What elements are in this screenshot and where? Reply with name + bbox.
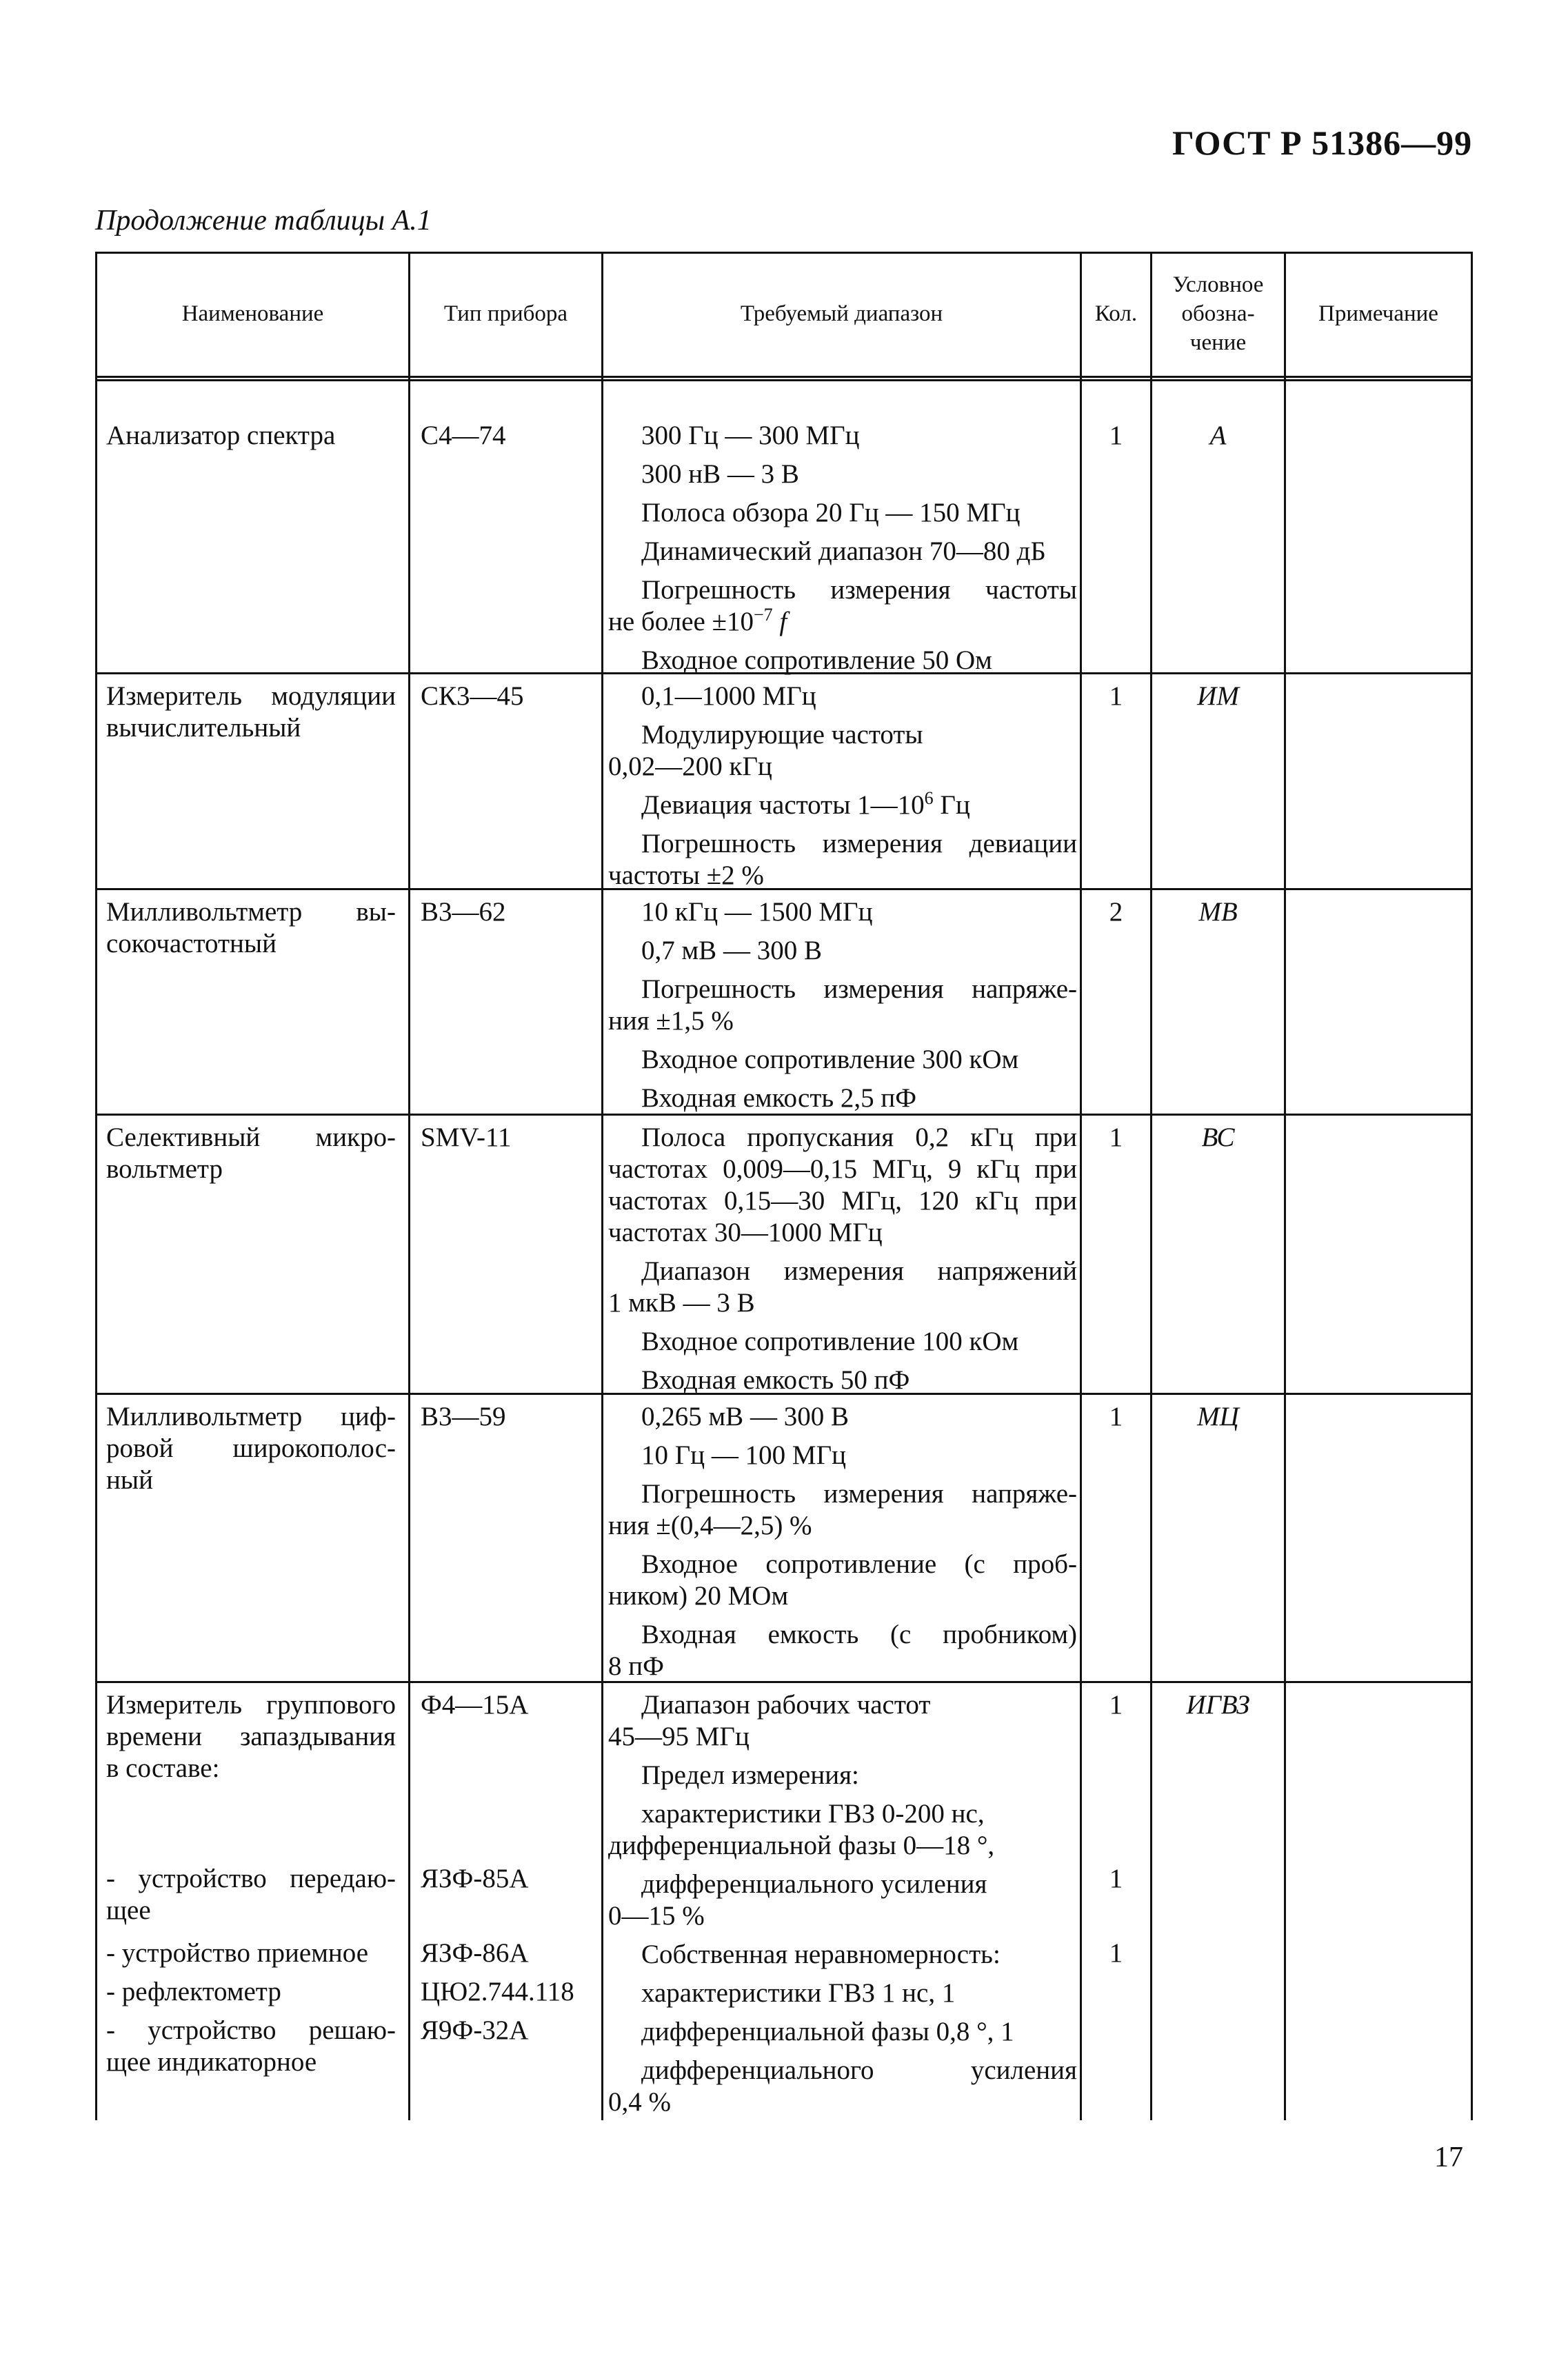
row-qty: 2 — [1109, 897, 1123, 927]
name-line: ный — [106, 1465, 153, 1495]
row-range — [608, 1122, 1077, 1396]
name-line: в составе: — [106, 1753, 220, 1783]
row-name — [106, 896, 396, 960]
range-line: Входная емкость 2,5 пФ — [641, 1083, 917, 1113]
table-border-left — [95, 252, 97, 2120]
name-line: Измеритель группового — [106, 1690, 396, 1720]
range-line: 45—95 МГц — [608, 1722, 750, 1751]
name-line: сокочастотный — [106, 929, 277, 958]
range-line: Погрешность измерения напряже- — [641, 1479, 1077, 1509]
row-qty: 1 — [1109, 681, 1123, 711]
subitem-name: - устройство приемное — [106, 1938, 369, 1968]
row-device-type: SMV-11 — [421, 1123, 512, 1152]
range-line: Входная емкость (с пробником) — [641, 1620, 1077, 1649]
row-designation: ИГВЗ — [1186, 1690, 1250, 1720]
column-header-note: Примечание — [1318, 301, 1438, 326]
range-line: частотах 30—1000 МГц — [608, 1218, 883, 1247]
range-line: Входное сопротивление 300 кОм — [641, 1045, 1019, 1074]
name-line: щее индикаторное — [106, 2047, 317, 2077]
range-line: частоты ±2 % — [608, 861, 764, 890]
range-line: частотах 0,009—0,15 МГц, 9 кГц при — [608, 1154, 1077, 1184]
range-text: Гц — [933, 790, 970, 820]
range-line: 300 Гц — 300 МГц — [641, 421, 860, 450]
column-header-type: Тип прибора — [443, 301, 568, 326]
range-line: 0,7 мВ — 300 В — [641, 936, 822, 965]
range-line — [608, 789, 1077, 821]
range-line: дифференциальной фазы 0—18 °, — [608, 1831, 995, 1860]
range-line: Погрешность измерения частоты — [641, 575, 1077, 605]
row-designation: МВ — [1198, 897, 1238, 927]
range-line: Модулирующие частоты — [641, 720, 923, 749]
range-symbol: f — [779, 607, 787, 636]
row-designation: ВС — [1201, 1123, 1235, 1152]
range-line: ником) 20 МОм — [608, 1581, 789, 1611]
header-rule-double — [95, 379, 1473, 381]
row-device-type: СК3—45 — [421, 681, 524, 711]
subitem-qty: 1 — [1109, 1864, 1123, 1893]
name-line: - устройство передаю- — [106, 1864, 396, 1893]
range-line: 0—15 % — [608, 1901, 705, 1931]
range-text: не более ±10 — [608, 607, 754, 636]
range-line: дифференциального усиления — [641, 1869, 987, 1899]
range-line: Входное сопротивление (с проб- — [641, 1549, 1077, 1579]
name-line: Селективный микро- — [106, 1123, 396, 1152]
range-line: Диапазон измерения напряжений — [641, 1256, 1077, 1286]
range-exponent: −7 — [754, 605, 773, 625]
row-designation: МЦ — [1197, 1402, 1239, 1431]
range-line: 10 кГц — 1500 МГц — [641, 897, 873, 927]
name-line: вычислительный — [106, 713, 301, 743]
range-line: 8 пФ — [608, 1651, 664, 1681]
range-line: ния ±(0,4—2,5) % — [608, 1511, 812, 1540]
range-line: Погрешность измерения девиации — [641, 829, 1077, 858]
subitem-device-type: Я9Ф-32А — [421, 2015, 529, 2045]
row-device-type: В3—59 — [421, 1402, 506, 1431]
standard-code: ГОСТ Р 51386—99 — [1172, 123, 1473, 162]
column-header-name: Наименование — [181, 301, 324, 326]
table-continuation-caption: Продолжение таблицы А.1 — [95, 205, 432, 236]
row-device-type: В3—62 — [421, 897, 506, 927]
subitem-qty: 1 — [1109, 1938, 1123, 1968]
column-rule — [1284, 252, 1286, 2120]
column-header-designation: Условное обозна- чение — [1172, 272, 1264, 355]
row-name — [106, 1689, 396, 1784]
column-rule — [1150, 252, 1152, 2120]
name-line: времени запаздывания — [106, 1722, 396, 1751]
table-border-right — [1471, 252, 1473, 2120]
column-rule — [408, 252, 410, 2120]
range-line: характеристики ГВЗ 0-200 нс, — [641, 1799, 985, 1829]
range-line: ния ±1,5 % — [608, 1006, 734, 1036]
name-line: вольтметр — [106, 1154, 223, 1184]
equipment-table — [95, 252, 1473, 2120]
name-line: ровой широкополос- — [106, 1433, 396, 1463]
row-qty: 1 — [1109, 1690, 1123, 1720]
range-line: дифференциального усиления — [641, 2055, 1077, 2085]
name-line: Милливольтметр вы- — [106, 897, 396, 927]
range-text: Девиация частоты 1—10 — [641, 790, 925, 820]
subitem-device-type: ЯЗФ-86А — [421, 1938, 529, 1968]
range-line: 0,265 мВ — 300 В — [641, 1402, 849, 1431]
range-line: Полоса обзора 20 Гц — 150 МГц — [641, 498, 1021, 527]
row-designation: А — [1209, 421, 1227, 450]
column-header-qty: Кол. — [1094, 301, 1138, 326]
range-line: дифференциальной фазы 0,8 °, 1 — [641, 2017, 1014, 2046]
range-line: Входная емкость 50 пФ — [641, 1365, 910, 1395]
range-line: Входное сопротивление 100 кОм — [641, 1327, 1019, 1356]
row-device-type: С4—74 — [421, 421, 506, 450]
row-qty: 1 — [1109, 1402, 1123, 1431]
row-qty: 1 — [1109, 421, 1123, 450]
subitem-device-type: ЦЮ2.744.118 — [421, 1977, 574, 2006]
range-line: 10 Гц — 100 МГц — [641, 1440, 847, 1470]
range-line — [608, 606, 1077, 638]
range-line: 0,1—1000 МГц — [641, 681, 816, 711]
range-line: 300 нВ — 3 В — [641, 459, 799, 489]
range-line: Входное сопротивление 50 Ом — [641, 645, 992, 675]
range-line: 0,4 % — [608, 2087, 671, 2117]
header-rule — [95, 376, 1473, 378]
name-line: Милливольтметр циф- — [106, 1402, 396, 1431]
row-device-type: Ф4—15А — [421, 1690, 529, 1720]
page-number: 17 — [1434, 2142, 1463, 2173]
row-name — [106, 681, 396, 744]
range-line: Полоса пропускания 0,2 кГц при — [641, 1123, 1077, 1152]
row-range — [608, 420, 1077, 676]
subitem-name — [106, 2015, 396, 2078]
range-line: Предел измерения: — [641, 1760, 859, 1790]
row-name: Анализатор спектра — [106, 421, 336, 450]
row-qty: 1 — [1109, 1123, 1123, 1152]
range-line: Динамический диапазон 70—80 дБ — [641, 536, 1046, 566]
subitem-name: - рефлектометр — [106, 1977, 281, 2006]
row-range — [608, 896, 1077, 1114]
range-exponent: 6 — [924, 788, 934, 808]
range-line: характеристики ГВЗ 1 нс, 1 — [641, 1978, 956, 2008]
range-line: Диапазон рабочих частот — [641, 1690, 931, 1720]
range-line: 0,02—200 кГц — [608, 752, 772, 781]
range-line: Собственная неравномерность: — [641, 1940, 1001, 1969]
range-line: частотах 0,15—30 МГц, 120 кГц при — [608, 1186, 1077, 1216]
subitem-name — [106, 1863, 396, 1926]
column-rule — [601, 252, 603, 2120]
row-range — [608, 1689, 1077, 2118]
name-line: Измеритель модуляции — [106, 681, 396, 711]
row-name — [106, 1401, 396, 1496]
column-rule — [1080, 252, 1082, 2120]
name-line: щее — [106, 1895, 151, 1925]
row-name — [106, 1122, 396, 1185]
range-line: 1 мкВ — 3 В — [608, 1288, 755, 1318]
row-designation: ИМ — [1197, 681, 1239, 711]
row-range — [608, 681, 1077, 892]
column-header-range: Требуемый диапазон — [740, 301, 943, 326]
row-range — [608, 1401, 1077, 1682]
range-line: Погрешность измерения напряже- — [641, 974, 1077, 1004]
subitem-device-type: ЯЗФ-85А — [421, 1864, 529, 1893]
name-line: - устройство решаю- — [106, 2015, 396, 2045]
